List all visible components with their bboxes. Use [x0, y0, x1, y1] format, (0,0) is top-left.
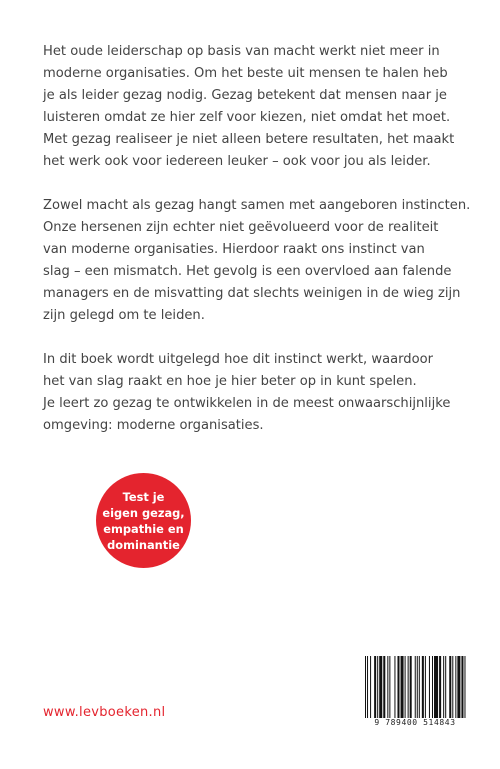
- badge-line: dominantie: [107, 537, 180, 552]
- barcode-bar: [457, 656, 460, 718]
- blurb-line: het werk ook voor iedereen leuker – ook voor jou als leider.: [43, 154, 431, 169]
- barcode-bar: [367, 656, 368, 718]
- blurb-line: omgeving: moderne organisaties.: [43, 418, 264, 433]
- barcode-bar: [397, 656, 399, 718]
- barcode-bar: [389, 656, 390, 718]
- barcode-bar: [415, 656, 416, 718]
- barcode-bar: [452, 656, 453, 718]
- barcode-bar: [394, 656, 395, 718]
- badge-line: Test je: [122, 489, 165, 504]
- blurb-line: Onze hersenen zijn echter niet geëvolueerd voor de realiteit: [43, 220, 439, 235]
- barcode-bar: [455, 656, 456, 718]
- blurb-paragraph-2: [43, 195, 473, 327]
- barcode-bar: [383, 656, 385, 718]
- barcode-bar: [449, 656, 451, 718]
- blurb-paragraph-1: [43, 41, 473, 173]
- barcode-bar: [425, 656, 426, 718]
- promo-badge: [96, 473, 191, 568]
- barcode-bar: [379, 656, 382, 718]
- barcode-number: 9 789400 514843: [374, 718, 456, 727]
- blurb-line: moderne organisaties. Om het beste uit mensen te halen heb: [43, 66, 448, 81]
- blurb-line: zijn gelegd om te leiden.: [43, 308, 205, 323]
- barcode-bar: [370, 656, 371, 718]
- blurb-line: Je leert zo gezag te ontwikkelen in de meest onwaarschijnlijke: [43, 396, 451, 411]
- publisher-website: www.levboeken.nl: [43, 705, 166, 720]
- barcode-bar: [374, 656, 376, 718]
- barcode-bar: [401, 656, 404, 718]
- barcode-bar: [443, 656, 444, 718]
- blurb-line: slag – een mismatch. Het gevolg is een overvloed aan falende: [43, 264, 452, 279]
- barcode-bar: [434, 656, 438, 718]
- barcode-bar: [365, 656, 366, 718]
- blurb-line: In dit boek wordt uitgelegd hoe dit instinct werkt, waardoor: [43, 352, 433, 367]
- barcode-bar: [408, 656, 409, 718]
- blurb-line: Met gezag realiseer je niet alleen betere resultaten, het maakt: [43, 132, 455, 147]
- badge-line: empathie en: [103, 521, 184, 536]
- barcode-bar: [387, 656, 388, 718]
- blurb-line: managers en de misvatting dat slechts weinigen in de wieg zijn: [43, 286, 461, 301]
- barcode-bar: [432, 656, 433, 718]
- barcode-bar: [405, 656, 406, 718]
- barcode-bar: [410, 656, 412, 718]
- blurb-line: Zowel macht als gezag hangt samen met aangeboren instincten.: [43, 198, 471, 213]
- barcode-bar: [422, 656, 424, 718]
- isbn-barcode: [363, 656, 467, 730]
- blurb-paragraph-3: [43, 349, 473, 437]
- barcode-bar: [461, 656, 463, 718]
- barcode-bar: [417, 656, 418, 718]
- blurb-line: je als leider gezag nodig. Gezag betekent dat mensen naar je: [43, 88, 447, 103]
- barcode-bar: [445, 656, 446, 718]
- barcode-bar: [429, 656, 430, 718]
- blurb-text: [43, 41, 473, 459]
- barcode-bar: [464, 656, 465, 718]
- barcode-bars: [363, 656, 467, 718]
- barcode-bar: [419, 656, 420, 718]
- badge-line: eigen gezag,: [102, 505, 185, 520]
- blurb-line: Het oude leiderschap op basis van macht werkt niet meer in: [43, 44, 440, 59]
- barcode-bar: [377, 656, 378, 718]
- barcode-bar: [439, 656, 441, 718]
- blurb-line: het van slag raakt en hoe je hier beter op in kunt spelen.: [43, 374, 417, 389]
- blurb-line: luisteren omdat ze hier zelf voor kiezen, niet omdat het moet.: [43, 110, 451, 125]
- blurb-line: van moderne organisaties. Hierdoor raakt ons instinct van: [43, 242, 425, 257]
